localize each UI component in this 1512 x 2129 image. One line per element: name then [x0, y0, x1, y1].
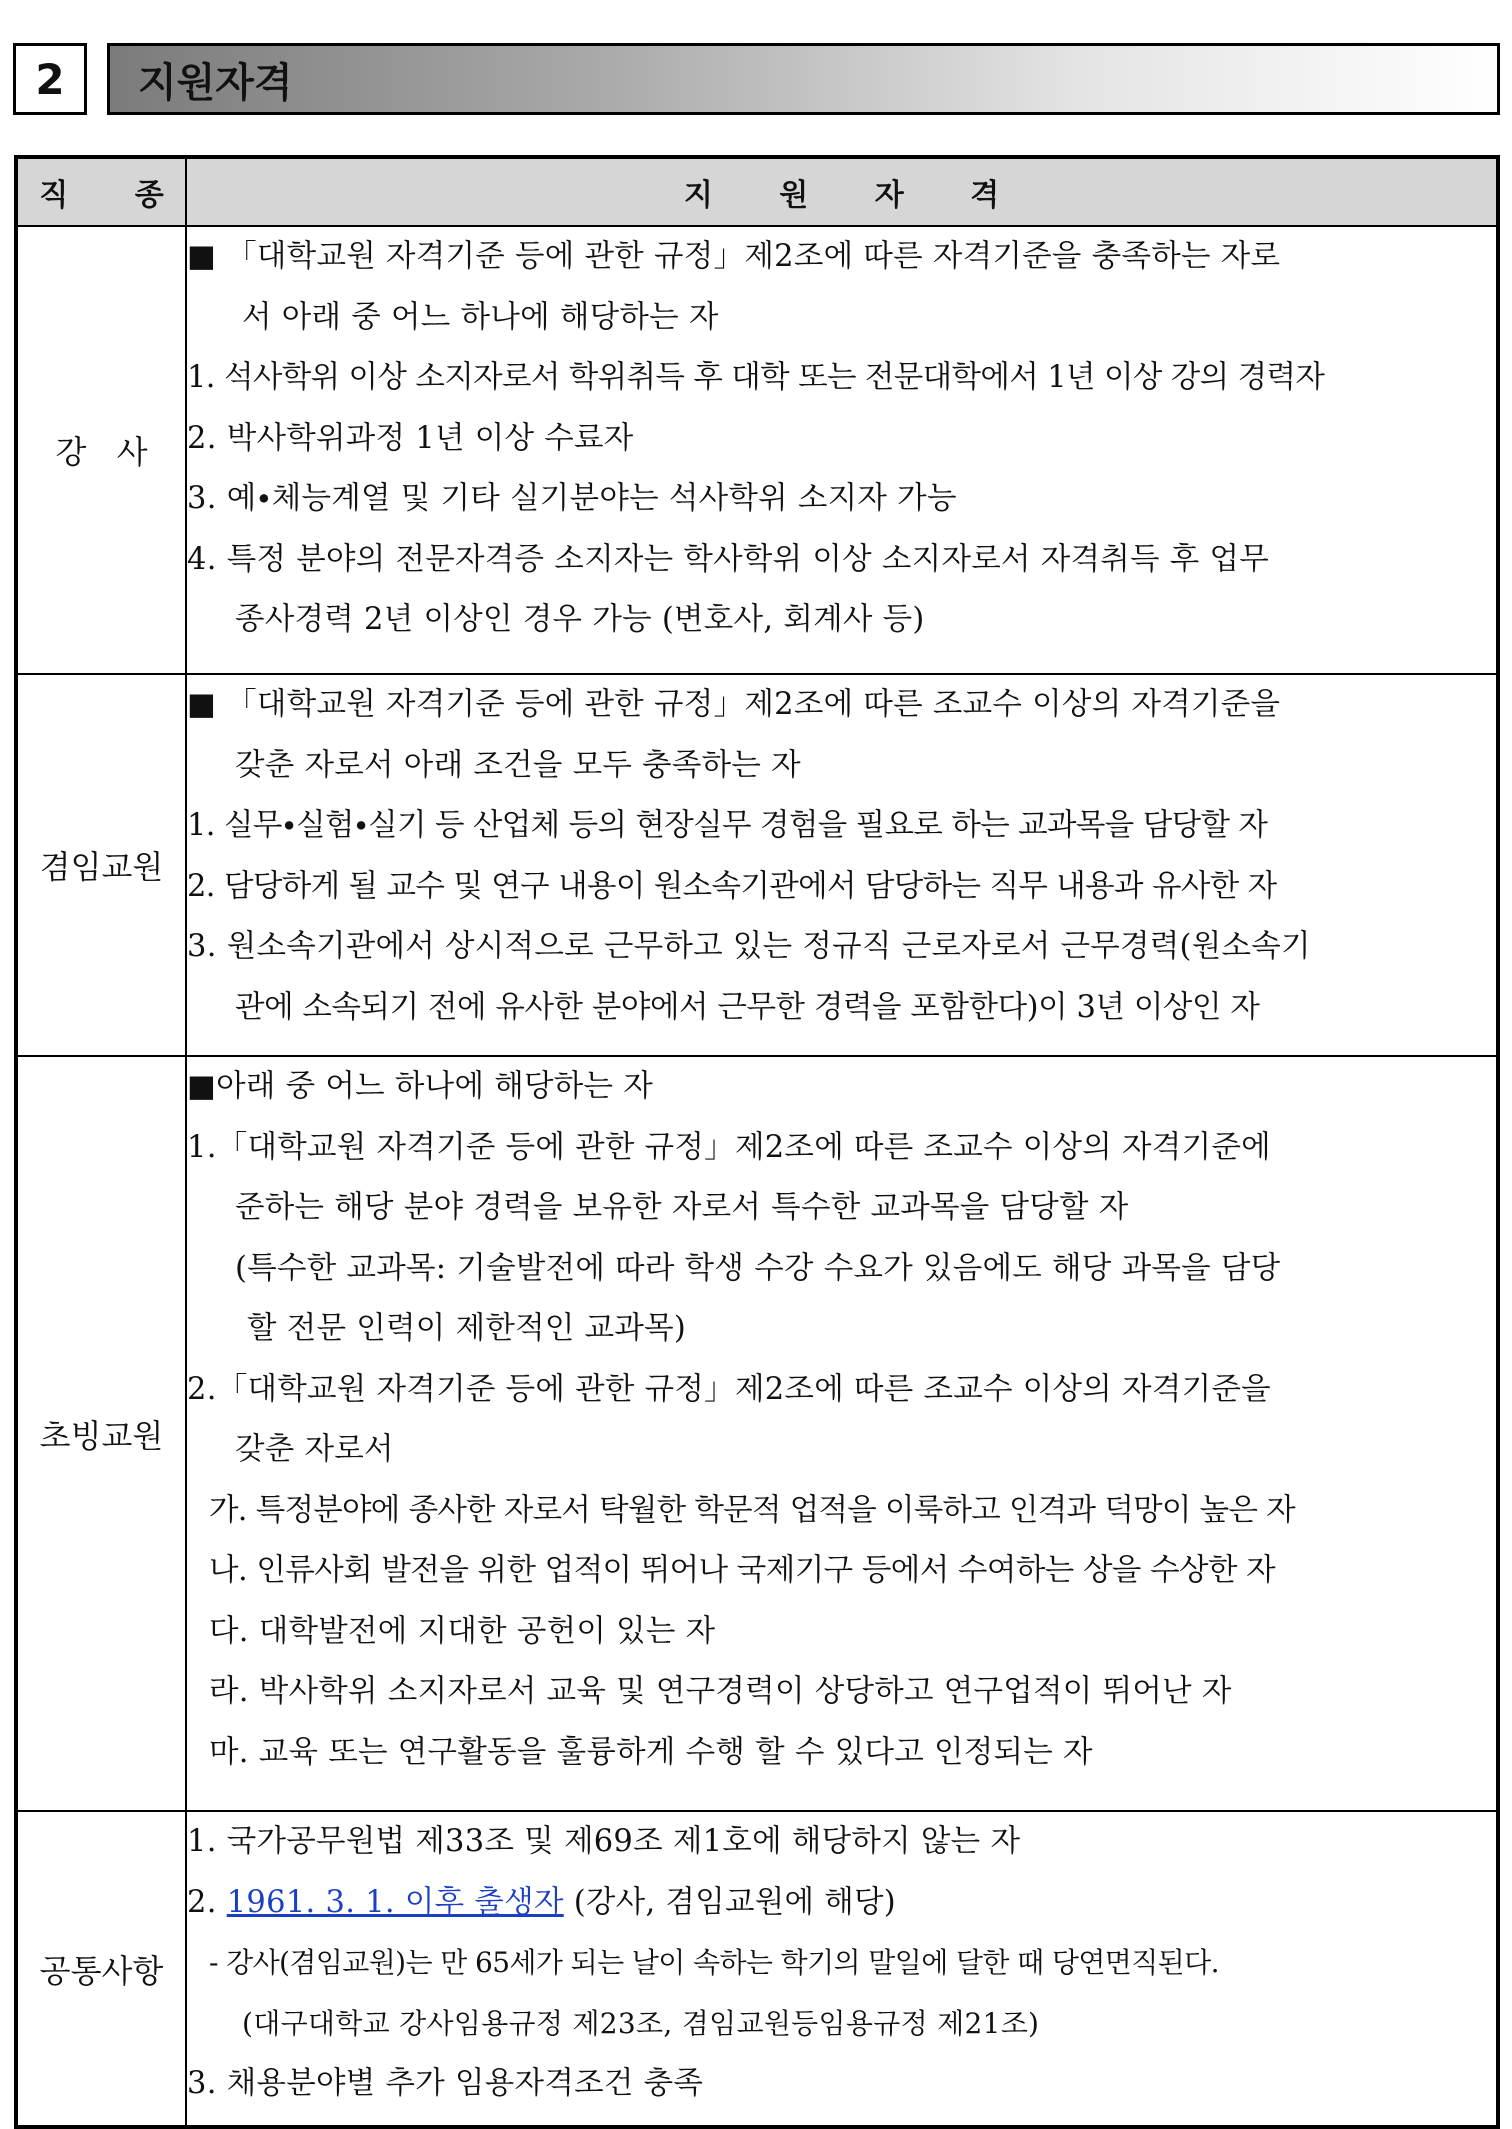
table-row [16, 1811, 1498, 2127]
list-item: 라. 박사학위 소지자로서 교육 및 연구경력이 상당하고 연구업적이 뛰어난 자 [209, 1674, 1232, 1709]
list-item: 가. 특정분야에 종사한 자로서 탁월한 학문적 업적을 이룩하고 인격과 덕망이 높은 자 [209, 1492, 1295, 1528]
list-item: ■ 「대학교원 자격기준 등에 관한 규정」제2조에 따른 조교수 이상의 자격기준을 [187, 687, 1281, 722]
list-item: 갖춘 자로서 아래 조건을 모두 충족하는 자 [235, 747, 801, 783]
table-header-row [16, 157, 1498, 226]
row-content-common [186, 1811, 1498, 2127]
list-item: 나. 인류사회 발전을 위한 업적이 뛰어나 국제기구 등에서 수여하는 상을 수상한 자 [209, 1553, 1276, 1588]
list-item: (특수한 교과목: 기술발전에 따라 학생 수강 수요가 있음에도 해당 과목을 담당 [235, 1250, 1281, 1286]
birthdate-link[interactable]: 1961. 3. 1. 이후 출생자 [226, 1884, 564, 1920]
list-item: 마. 교육 또는 연구활동을 훌륭하게 수행 할 수 있다고 인정되는 자 [209, 1734, 1093, 1770]
list-item: ■ 「대학교원 자격기준 등에 관한 규정」제2조에 따른 자격기준을 충족하는 자로 [187, 239, 1281, 274]
list-item: 서 아래 중 어느 하나에 해당하는 자 [242, 299, 719, 335]
row-category-lecturer: 강 사 [16, 226, 186, 674]
list-item: 2. 박사학위과정 1년 이상 수료자 [187, 420, 634, 456]
table-row [16, 1056, 1498, 1811]
list-item: - 강사(겸임교원)는 만 65세가 되는 날이 속하는 학기의 말일에 달한 때 당연면직된다. [209, 1946, 1219, 1979]
row-content-adjunct [186, 674, 1498, 1056]
list-item [187, 1873, 1496, 1934]
table-row [16, 674, 1498, 1056]
row-content-lecturer [186, 226, 1498, 674]
list-item: 3. 예∙체능계열 및 기타 실기분야는 석사학위 소지자 가능 [187, 481, 957, 516]
row-content-visiting [186, 1056, 1498, 1811]
row-category-adjunct: 겸임교원 [16, 674, 186, 1056]
list-item: 2. 담당하게 될 교수 및 연구 내용이 원소속기관에서 담당하는 직무 내용과 유사한 자 [187, 868, 1277, 904]
qualification-table [14, 155, 1500, 2129]
row-category-visiting: 초빙교원 [16, 1056, 186, 1811]
list-item: 1. 석사학위 이상 소지자로서 학위취득 후 대학 또는 전문대학에서 1년 이상 강의 경력자 [187, 360, 1325, 395]
header-qualification: 지 원 자 격 [186, 157, 1498, 226]
list-number: 2. [187, 1884, 227, 1920]
table-row [16, 226, 1498, 674]
list-item: 1.「대학교원 자격기준 등에 관한 규정」제2조에 따른 조교수 이상의 자격기준에 [187, 1129, 1271, 1165]
list-item: 3. 원소속기관에서 상시적으로 근무하고 있는 정규직 근로자로서 근무경력(원소속기 [187, 929, 1311, 964]
row-category-common: 공통사항 [16, 1811, 186, 2127]
list-item: 관에 소속되기 전에 유사한 분야에서 근무한 경력을 포함한다)이 3년 이상인 자 [235, 989, 1260, 1025]
section-title: 지원자격 [107, 43, 1500, 115]
section-number: 2 [13, 43, 87, 115]
list-item-suffix: (강사, 겸임교원에 해당) [563, 1884, 896, 1920]
list-item: 할 전문 인력이 제한적인 교과목) [247, 1311, 687, 1346]
header-job-type: 직 종 [16, 157, 186, 226]
list-item: 1. 국가공무원법 제33조 및 제69조 제1호에 해당하지 않는 자 [187, 1824, 1021, 1859]
list-item: 종사경력 2년 이상인 경우 가능 (변호사, 회계사 등) [235, 602, 925, 637]
list-item: 준하는 해당 분야 경력을 보유한 자로서 특수한 교과목을 담당할 자 [235, 1190, 1129, 1225]
list-item: 1. 실무∙실험∙실기 등 산업체 등의 현장실무 경험을 필요로 하는 교과목을 담당할 자 [187, 808, 1268, 843]
list-item: 4. 특정 분야의 전문자격증 소지자는 학사학위 이상 소지자로서 자격취득 후 업무 [187, 541, 1270, 577]
list-item: 2.「대학교원 자격기준 등에 관한 규정」제2조에 따른 조교수 이상의 자격기준을 [187, 1371, 1271, 1407]
list-item: (대구대학교 강사임용규정 제23조, 겸임교원등임용규정 제21조) [242, 2006, 1040, 2040]
list-item: ■아래 중 어느 하나에 해당하는 자 [187, 1069, 654, 1104]
list-item: 3. 채용분야별 추가 임용자격조건 충족 [187, 2066, 704, 2101]
list-item: 다. 대학발전에 지대한 공헌이 있는 자 [209, 1613, 716, 1649]
list-item: 갖춘 자로서 [235, 1432, 394, 1467]
